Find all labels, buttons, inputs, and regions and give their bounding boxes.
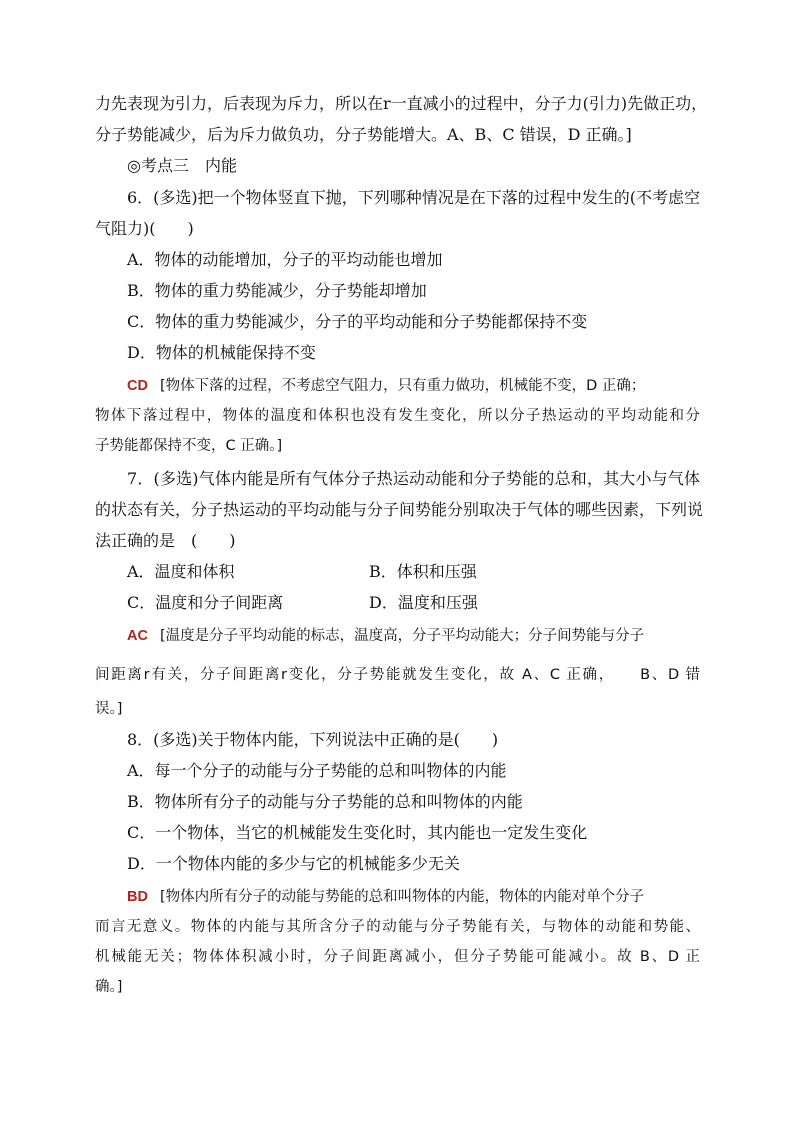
q7-option-b: B．体积和压强 <box>369 562 477 581</box>
q7-answer-key: AC <box>127 628 148 644</box>
q6-option-c: C．物体的重力势能减少，分子的平均动能和分子势能都保持不变 <box>127 312 588 331</box>
q7-answer-line-2: 间距离r有关，分子间距离r变化，分子势能就发生变化，故 A、C 正确， B、D 错 <box>95 667 700 683</box>
q6-answer-line-2: 物体下落过程中，物体的温度和体积也没有发生变化，所以分子热运动的平均动能和分 <box>95 408 700 424</box>
q7-options-row-2 <box>127 591 700 615</box>
q8-answer-text-1: [物体内所有分子的动能与势能的总和叫物体的内能，物体的内能对单个分子 <box>159 889 645 905</box>
prev-answer-line-2: 分子势能减少，后为斥力做负功，分子势能增大。A、B、C 错误，D 正确。] <box>95 125 632 144</box>
q8-answer-line-4: 确。] <box>95 979 123 995</box>
q7-stem-line-2: 的状态有关，分子热运动的平均动能与分子间势能分别取决于气体的哪些因素，下列说 <box>95 500 704 519</box>
q8-answer-key: BD <box>127 889 148 905</box>
q8-stem-line-1: 8．(多选)关于物体内能，下列说法中正确的是( ) <box>127 730 499 749</box>
q7-stem-line-1: 7．(多选)气体内能是所有气体分子热运动动能和分子势能的总和，其大小与气体 <box>127 469 700 488</box>
q8-answer-line-2: 而言无意义。物体的内能与其所含分子的动能与分子势能有关，与物体的动能和势能、 <box>95 919 700 935</box>
q8-option-c: C．一个物体，当它的机械能发生变化时，其内能也一定发生变化 <box>127 823 588 842</box>
q8-option-a: A．每一个分子的动能与分子势能的总和叫物体的内能 <box>127 761 507 780</box>
q6-stem-line-2: 气阻力)( ) <box>95 219 194 238</box>
q8-answer-line-1 <box>127 885 700 909</box>
section-heading: ◎考点三 内能 <box>127 156 237 175</box>
q7-answer-text-1: [温度是分子平均动能的标志，温度高，分子平均动能大；分子间势能与分子 <box>159 628 645 644</box>
q7-option-d: D．温度和压强 <box>369 593 478 612</box>
q7-answer-line-3: 误。] <box>95 701 123 717</box>
q7-stem-line-3: 法正确的是 ( ) <box>95 531 236 550</box>
q7-option-a: A．温度和体积 <box>127 562 235 581</box>
q6-answer-text-1: [物体下落的过程，不考虑空气阻力，只有重力做功，机械能不变，D 正确； <box>159 378 646 394</box>
q7-option-c: C．温度和分子间距离 <box>127 593 284 612</box>
q6-option-b: B．物体的重力势能减少，分子势能却增加 <box>127 281 427 300</box>
q6-answer-key: CD <box>127 378 148 394</box>
q8-option-b: B．物体所有分子的动能与分子势能的总和叫物体的内能 <box>127 792 523 811</box>
q8-answer-line-3: 机械能无关；物体体积减小时，分子间距离减小，但分子势能可能减小。故 B、D 正 <box>95 949 700 965</box>
q7-answer-line-1 <box>127 624 700 648</box>
q6-stem-line-1: 6．(多选)把一个物体竖直下抛，下列哪种情况是在下落的过程中发生的(不考虑空 <box>127 188 700 207</box>
q6-answer-line-3: 子势能都保持不变，C 正确。] <box>95 438 283 454</box>
q6-option-d: D．物体的机械能保持不变 <box>127 343 316 362</box>
q6-answer-line-1 <box>127 374 700 398</box>
prev-answer-line-1: 力先表现为引力，后表现为斥力，所以在r一直减小的过程中，分子力(引力)先做正功， <box>95 94 708 113</box>
q8-option-d: D．一个物体内能的多少与它的机械能多少无关 <box>127 854 460 873</box>
q7-options-row-1 <box>127 560 700 584</box>
q6-option-a: A．物体的动能增加，分子的平均动能也增加 <box>127 250 443 269</box>
